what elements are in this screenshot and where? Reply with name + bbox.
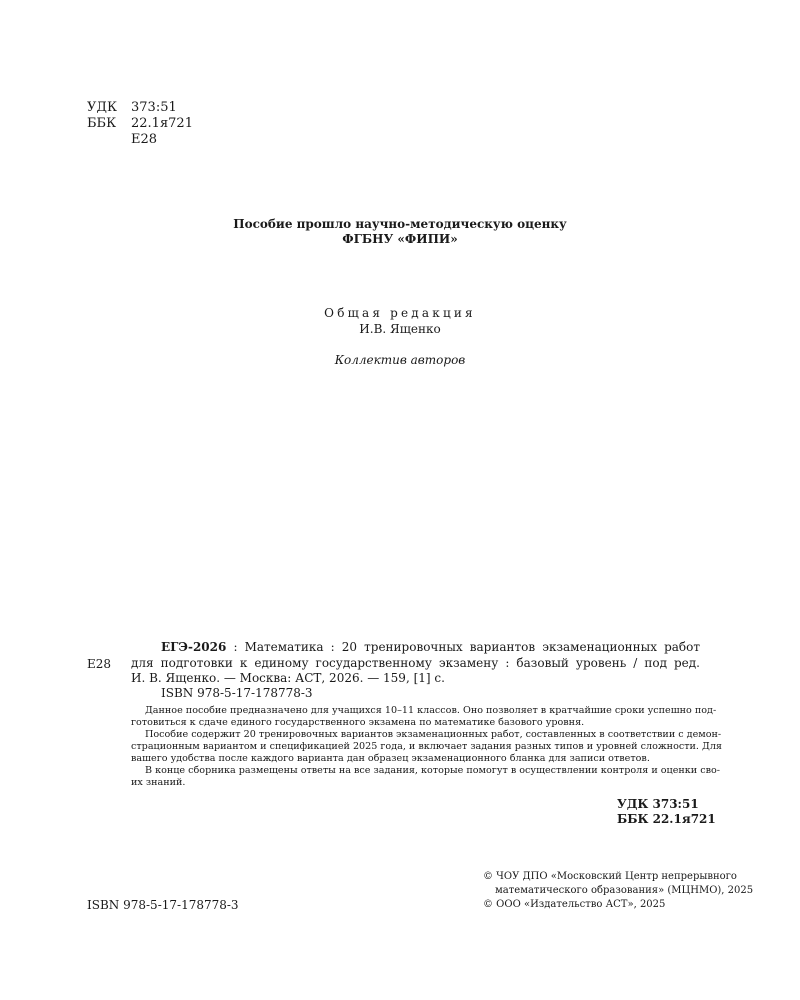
copyright-mccme-line2: математического образования» (МЦНМО), 2025: [495, 885, 754, 896]
footer-isbn: ISBN 978-5-17-178778-3: [87, 898, 239, 912]
authors-collective: Коллектив авторов: [334, 353, 466, 367]
copyright-mccme-line1: © ЧОУ ДПО «Московский Центр непрерывного: [483, 871, 737, 882]
annotation-line: Пособие содержит 20 тренировочных вариантов экзаменационных работ, составленных в соответствии с демон-: [145, 729, 722, 740]
book-subtitle: : Математика : 20 тренировочных вариантов экзаменационных работ: [226, 640, 700, 654]
author-mark: Е28: [131, 132, 158, 147]
editor-name: И.В. Ященко: [359, 322, 441, 336]
annotation-line: Данное пособие предназначено для учащихся 10–11 классов. Оно позволяет в кратчайшие сроки успешно под-: [145, 705, 717, 716]
copyright-ast: © ООО «Издательство АСТ», 2025: [483, 899, 666, 910]
book-title: ЕГЭ-2026: [161, 640, 227, 654]
evaluation-note-line2: ФГБНУ «ФИПИ»: [342, 232, 458, 246]
udk-code-right: УДК 373:51: [617, 797, 699, 811]
annotation-line: готовиться к сдаче единого государственного экзамена по математике базового уровня.: [131, 717, 585, 728]
bbk-code-right: ББК 22.1я721: [617, 812, 716, 826]
editorial-label: Общая редакция: [324, 306, 476, 320]
annotation-line: их знаний.: [131, 777, 186, 788]
udk-value: 373:51: [131, 100, 177, 115]
bibliographic-mark: Е28: [87, 657, 112, 671]
bibliographic-line3: И. В. Ященко. — Москва: АСТ, 2026. — 159, [1] с.: [131, 671, 445, 685]
bibliographic-line2: для подготовки к единому государственному экзамену : базовый уровень / под ред.: [131, 656, 700, 670]
annotation-line: страционным вариантом и спецификацией 2025 года, и включает задания разных типов и уровней сложности. Для: [131, 741, 722, 752]
bibliographic-isbn: ISBN 978-5-17-178778-3: [161, 686, 313, 700]
annotation-line: вашего удобства после каждого варианта дан образец экзаменационного бланка для записи ответов.: [131, 753, 650, 764]
bbk-label: ББК: [87, 116, 117, 131]
bbk-value: 22.1я721: [131, 116, 193, 131]
annotation-line: В конце сборника размещены ответы на все задания, которые помогут в осуществлении контроля и оценки сво-: [145, 765, 721, 776]
udk-label: УДК: [87, 100, 118, 115]
evaluation-note-line1: Пособие прошло научно-методическую оценку: [233, 217, 567, 231]
bibliographic-line1: [161, 640, 700, 655]
